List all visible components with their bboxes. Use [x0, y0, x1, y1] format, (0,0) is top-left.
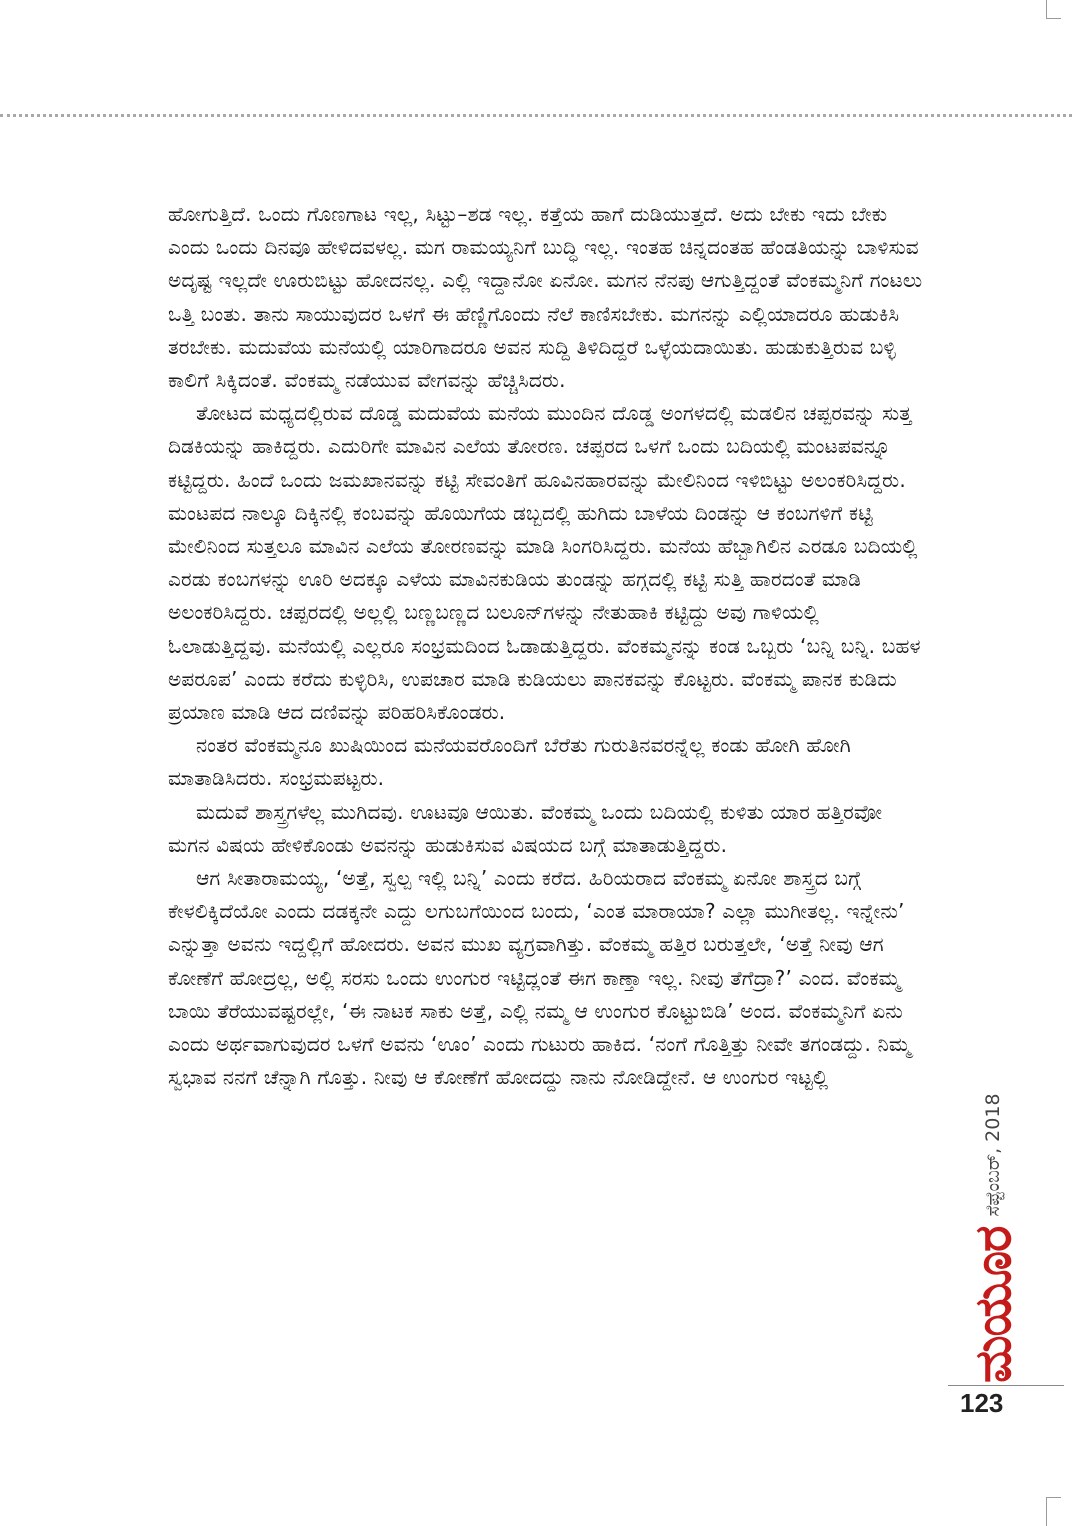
magazine-logo: ಮಯೂರ: [964, 1226, 1022, 1383]
magazine-sidebar: [948, 1088, 1038, 1383]
issue-date: ಸೆಪ್ಟೆಂಬರ್, 2018: [981, 1093, 1004, 1217]
crop-mark-top: [1046, 0, 1061, 19]
page-number-rule: [948, 1385, 1064, 1386]
header-dotted-rule: [0, 114, 1072, 117]
article-body: [168, 198, 928, 1094]
paragraph-4: ಮದುವೆ ಶಾಸ್ತ್ರಗಳೆಲ್ಲ ಮುಗಿದವು. ಊಟವೂ ಆಯಿತು. ವೆಂಕಮ್ಮ ಒಂದು ಬದಿಯಲ್ಲಿ ಕುಳಿತು ಯಾರ ಹತ್ತಿರವೋ ಮಗನ ವಿಷಯ ಹೇಳಿಕೊಂಡು ಅವನನ್ನು ಹುಡುಕಿಸುವ ವಿಷಯದ ಬಗ್ಗೆ ಮಾತಾಡುತ್ತಿದ್ದರು.: [168, 799, 883, 857]
paragraph-1: ಹೋಗುತ್ತಿದೆ. ಒಂದು ಗೊಣಗಾಟ ಇಲ್ಲ, ಸಿಟ್ಟು–ಶಡ ಇಲ್ಲ. ಕತ್ತೆಯ ಹಾಗೆ ದುಡಿಯುತ್ತದೆ. ಅದು ಬೇಕು ಇದು ಬೇಕು ಎಂದು ಒಂದು ದಿನವೂ ಹೇಳಿದವಳಲ್ಲ. ಮಗ ರಾಮಯ್ಯನಿಗೆ ಬುದ್ಧಿ ಇಲ್ಲ. ಇಂತಹ ಚಿನ್ನದಂತಹ ಹೆಂಡತಿಯನ್ನು ಬಾಳಿಸುವ ಅದೃಷ್ಟ ಇಲ್ಲದೇ ಊರುಬಿಟ್ಟು ಹೋದನಲ್ಲ. ಎಲ್ಲಿ ಇದ್ದಾನೋ ಏನೋ. ಮಗನ ನೆನಪು ಆಗುತ್ತಿದ್ದಂತೆ ವೆಂಕಮ್ಮನಿಗೆ ಗಂಟಲು ಒತ್ತಿ ಬಂತು. ತಾನು ಸಾಯುವುದರ ಒಳಗೆ ಈ ಹೆಣ್ಣಿಗೊಂದು ನೆಲೆ ಕಾಣಿಸಬೇಕು. ಮಗನನ್ನು ಎಲ್ಲಿಯಾದರೂ ಹುಡುಕಿಸಿ ತರಬೇಕು. ಮದುವೆಯ ಮನೆಯಲ್ಲಿ ಯಾರಿಗಾದರೂ ಅವನ ಸುದ್ದಿ ತಿಳಿದಿದ್ದರೆ ಒಳ್ಳೆಯದಾಯಿತು. ಹುಡುಕುತ್ತಿರುವ ಬಳ್ಳಿ ಕಾಲಿಗೆ ಸಿಕ್ಕಿದಂತೆ. ವೆಂಕಮ್ಮ ನಡೆಯುವ ವೇಗವನ್ನು ಹೆಚ್ಚಿಸಿದರು.: [168, 202, 923, 393]
page-number: 123: [960, 1388, 1004, 1418]
paragraph-3: ನಂತರ ವೆಂಕಮ್ಮನೂ ಖುಷಿಯಿಂದ ಮನೆಯವರೊಂದಿಗೆ ಬೆರೆತು ಗುರುತಿನವರನ್ನೆಲ್ಲ ಕಂಡು ಹೋಗಿ ಹೋಗಿ ಮಾತಾಡಿಸಿದರು. ಸಂಭ್ರಮಪಟ್ಟರು.: [168, 733, 851, 791]
crop-mark-bottom: [1046, 1497, 1061, 1526]
paragraph-2: ತೋಟದ ಮಧ್ಯದಲ್ಲಿರುವ ದೊಡ್ಡ ಮದುವೆಯ ಮನೆಯ ಮುಂದಿನ ದೊಡ್ಡ ಅಂಗಳದಲ್ಲಿ ಮಡಲಿನ ಚಪ್ಪರವನ್ನು ಸುತ್ತ ದಿಡಕಿಯನ್ನು ಹಾಕಿದ್ದರು. ಎದುರಿಗೇ ಮಾವಿನ ಎಲೆಯ ತೋರಣ. ಚಪ್ಪರದ ಒಳಗೆ ಒಂದು ಬದಿಯಲ್ಲಿ ಮಂಟಪವನ್ನೂ ಕಟ್ಟಿದ್ದರು. ಹಿಂದೆ ಒಂದು ಜಮಖಾನವನ್ನು ಕಟ್ಟಿ ಸೇವಂತಿಗೆ ಹೂವಿನಹಾರವನ್ನು ಮೇಲಿನಿಂದ ಇಳಿಬಿಟ್ಟು ಅಲಂಕರಿಸಿದ್ದರು. ಮಂಟಪದ ನಾಲ್ಕೂ ದಿಕ್ಕಿನಲ್ಲಿ ಕಂಬವನ್ನು ಹೊಯಿಗೆಯ ಡಬ್ಬದಲ್ಲಿ ಹುಗಿದು ಬಾಳೆಯ ದಿಂಡನ್ನು ಆ ಕಂಬಗಳಿಗೆ ಕಟ್ಟಿ ಮೇಲಿನಿಂದ ಸುತ್ತಲೂ ಮಾವಿನ ಎಲೆಯ ತೋರಣವನ್ನು ಮಾಡಿ ಸಿಂಗರಿಸಿದ್ದರು. ಮನೆಯ ಹೆಬ್ಬಾಗಿಲಿನ ಎರಡೂ ಬದಿಯಲ್ಲಿ ಎರಡು ಕಂಬಗಳನ್ನು ಊರಿ ಅದಕ್ಕೂ ಎಳೆಯ ಮಾವಿನಕುಡಿಯ ತುಂಡನ್ನು ಹಗ್ಗದಲ್ಲಿ ಕಟ್ಟಿ ಸುತ್ತಿ ಹಾರದಂತೆ ಮಾಡಿ ಅಲಂಕರಿಸಿದ್ದರು. ಚಪ್ಪರದಲ್ಲಿ ಅಲ್ಲಲ್ಲಿ ಬಣ್ಣಬಣ್ಣದ ಬಲೂನ್‌ಗಳನ್ನು ನೇತುಹಾಕಿ ಕಟ್ಟಿದ್ದು ಅವು ಗಾಳಿಯಲ್ಲಿ ಓಲಾಡುತ್ತಿದ್ದವು. ಮನೆಯಲ್ಲಿ ಎಲ್ಲರೂ ಸಂಭ್ರಮದಿಂದ ಓಡಾಡುತ್ತಿದ್ದರು. ವೆಂಕಮ್ಮನನ್ನು ಕಂಡ ಒಬ್ಬರು ‘ಬನ್ನಿ ಬನ್ನಿ. ಬಹಳ ಅಪರೂಪ’ ಎಂದು ಕರೆದು ಕುಳ್ಳಿರಿಸಿ, ಉಪಚಾರ ಮಾಡಿ ಕುಡಿಯಲು ಪಾನಕವನ್ನು ಕೊಟ್ಟರು. ವೆಂಕಮ್ಮ ಪಾನಕ ಕುಡಿದು ಪ್ರಯಾಣ ಮಾಡಿ ಆದ ದಣಿವನ್ನು ಪರಿಹರಿಸಿಕೊಂಡರು.: [168, 401, 921, 725]
paragraph-5: ಆಗ ಸೀತಾರಾಮಯ್ಯ, ‘ಅತ್ತೆ, ಸ್ವಲ್ಪ ಇಲ್ಲಿ ಬನ್ನಿ’ ಎಂದು ಕರೆದ. ಹಿರಿಯರಾದ ವೆಂಕಮ್ಮ ಏನೋ ಶಾಸ್ತ್ರದ ಬಗ್ಗೆ ಕೇಳಲಿಕ್ಕಿದೆಯೋ ಎಂದು ದಡಕ್ಕನೇ ಎದ್ದು ಲಗುಬಗೆಯಿಂದ ಬಂದು, ‘ಎಂತ ಮಾರಾಯಾ? ಎಲ್ಲಾ ಮುಗೀತಲ್ಲ. ಇನ್ನೇನು’ ಎನ್ನುತ್ತಾ ಅವನು ಇದ್ದಲ್ಲಿಗೆ ಹೋದರು. ಅವನ ಮುಖ ವ್ಯಗ್ರವಾಗಿತ್ತು. ವೆಂಕಮ್ಮ ಹತ್ತಿರ ಬರುತ್ತಲೇ, ‘ಅತ್ತೆ ನೀವು ಆಗ ಕೋಣೆಗೆ ಹೋದ್ರಲ್ಲ, ಅಲ್ಲಿ ಸರಸು ಒಂದು ಉಂಗುರ ಇಟ್ಟಿದ್ಲಂತೆ ಈಗ ಕಾಣ್ತಾ ಇಲ್ಲ. ನೀವು ತೆಗೆದ್ರಾ?’ ಎಂದ. ವೆಂಕಮ್ಮ ಬಾಯಿ ತೆರೆಯುವಷ್ಟರಲ್ಲೇ, ‘ಈ ನಾಟಕ ಸಾಕು ಅತ್ತೆ, ಎಲ್ಲಿ ನಮ್ಮ ಆ ಉಂಗುರ ಕೊಟ್ಟುಬಿಡಿ’ ಅಂದ. ವೆಂಕಮ್ಮನಿಗೆ ಏನು ಎಂದು ಅರ್ಥವಾಗುವುದರ ಒಳಗೆ ಅವನು ‘ಊಂ’ ಎಂದು ಗುಟುರು ಹಾಕಿದ. ‘ನಂಗೆ ಗೊತ್ತಿತ್ತು ನೀವೇ ತಗಂಡದ್ದು. ನಿಮ್ಮ ಸ್ವಭಾವ ನನಗೆ ಚೆನ್ನಾಗಿ ಗೊತ್ತು. ನೀವು ಆ ಕೋಣೆಗೆ ಹೋದದ್ದು ನಾನು ನೋಡಿದ್ದೇನೆ. ಆ ಉಂಗುರ ಇಟ್ಟಲ್ಲಿ: [168, 866, 911, 1090]
